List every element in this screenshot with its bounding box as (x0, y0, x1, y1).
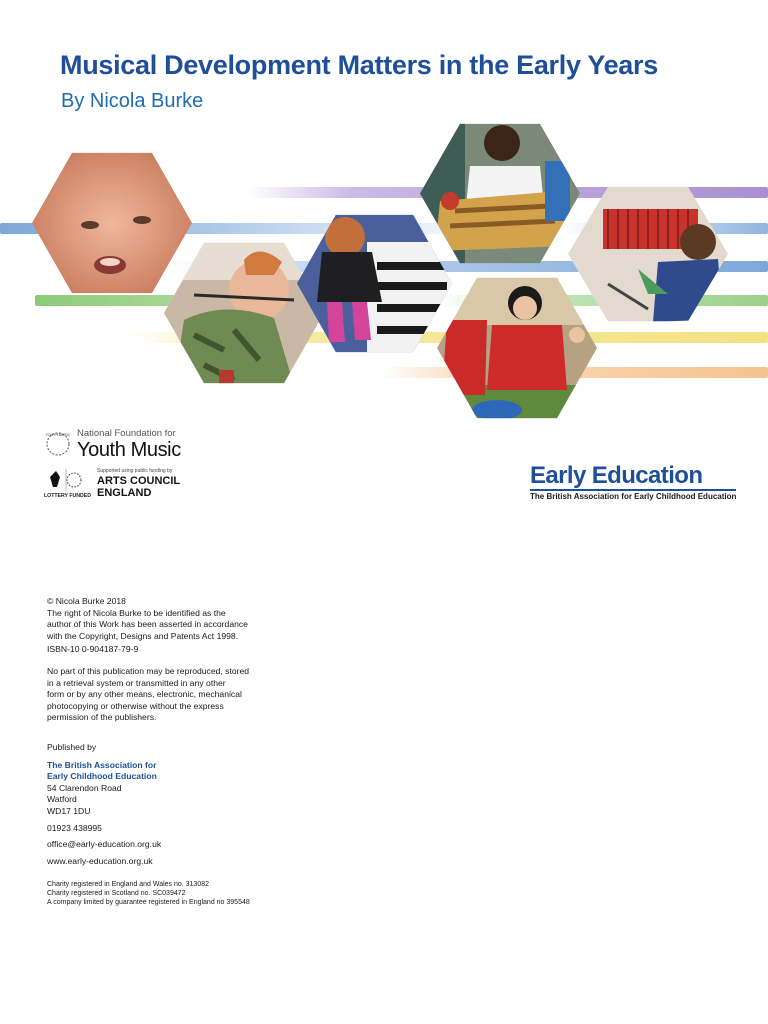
youth-music-foundation: National Foundation for (77, 428, 176, 439)
arts-council-logo (44, 467, 184, 501)
phone-number: 01923 438995 (47, 822, 102, 833)
photo-boy-percussion (420, 121, 580, 266)
youth-music-name: Youth Music (77, 439, 181, 461)
address-line-3: WD17 1DU (47, 805, 91, 816)
youth-music-logo (44, 426, 184, 466)
arts-council-line1: ARTS COUNCIL (97, 475, 181, 487)
notice-line-5: permission of the publishers. (47, 712, 157, 723)
youth-music-badge-icon (44, 428, 72, 460)
photo-baby-face (32, 150, 192, 296)
isbn-line (47, 644, 287, 656)
copyright-block (47, 596, 287, 642)
publisher-block (47, 742, 287, 867)
svg-text:YOUTH MUSIC: YOUTH MUSIC (45, 433, 71, 437)
early-education-name: Early Education (530, 463, 736, 491)
address-line-2: Watford (47, 794, 77, 805)
copyright-line: © Nicola Burke 2018 (47, 596, 126, 606)
address-line-1: 54 Clarendon Road (47, 782, 122, 793)
charity-line-1: Charity registered in England and Wales no. 313082 (47, 881, 210, 888)
publisher-name-1: The British Association for (47, 759, 157, 770)
notice-line-2: in a retrieval system or transmitted in any other (47, 677, 226, 688)
notice-line-3: form or by any other means, electronic, mechanical (47, 689, 242, 700)
rights-line-3: with the Copyright, Designs and Patents Act 1998. (47, 630, 239, 641)
notice-line-4: photocopying or otherwise without the express (47, 700, 224, 711)
author-byline: By Nicola Burke (61, 90, 204, 112)
early-education-logo (530, 463, 736, 501)
lottery-arts-icon (44, 467, 88, 493)
isbn: ISBN-10 0-904187-79-9 (47, 644, 139, 654)
notice-line-1: No part of this publication may be reproduced, stored (47, 666, 250, 676)
reproduction-notice (47, 666, 287, 724)
page-title: Musical Development Matters in the Early Years (60, 50, 658, 80)
arts-supported-label: Supported using public funding by (97, 468, 173, 474)
publisher-name-2: Early Childhood Education (47, 771, 157, 782)
rights-line-2: author of this Work has been asserted in accordance (47, 619, 248, 630)
early-education-tagline: The British Association for Early Childhood Education (530, 492, 737, 501)
arts-council-line2: ENGLAND (97, 487, 152, 499)
arts-council-name (97, 475, 180, 499)
lottery-funded-label: LOTTERY FUNDED (44, 493, 91, 499)
charity-block (47, 880, 307, 907)
charity-line-3: A company limited by guarantee registered in England no 395548 (47, 899, 250, 906)
published-by-label: Published by (47, 742, 97, 752)
rights-line-1: The right of Nicola Burke to be identified as the (47, 607, 226, 618)
email-address[interactable]: office@early-education.org.uk (47, 839, 162, 850)
charity-line-2: Charity registered in Scotland no. SC039472 (47, 890, 186, 897)
website-link[interactable]: www.early-education.org.uk (47, 855, 153, 866)
